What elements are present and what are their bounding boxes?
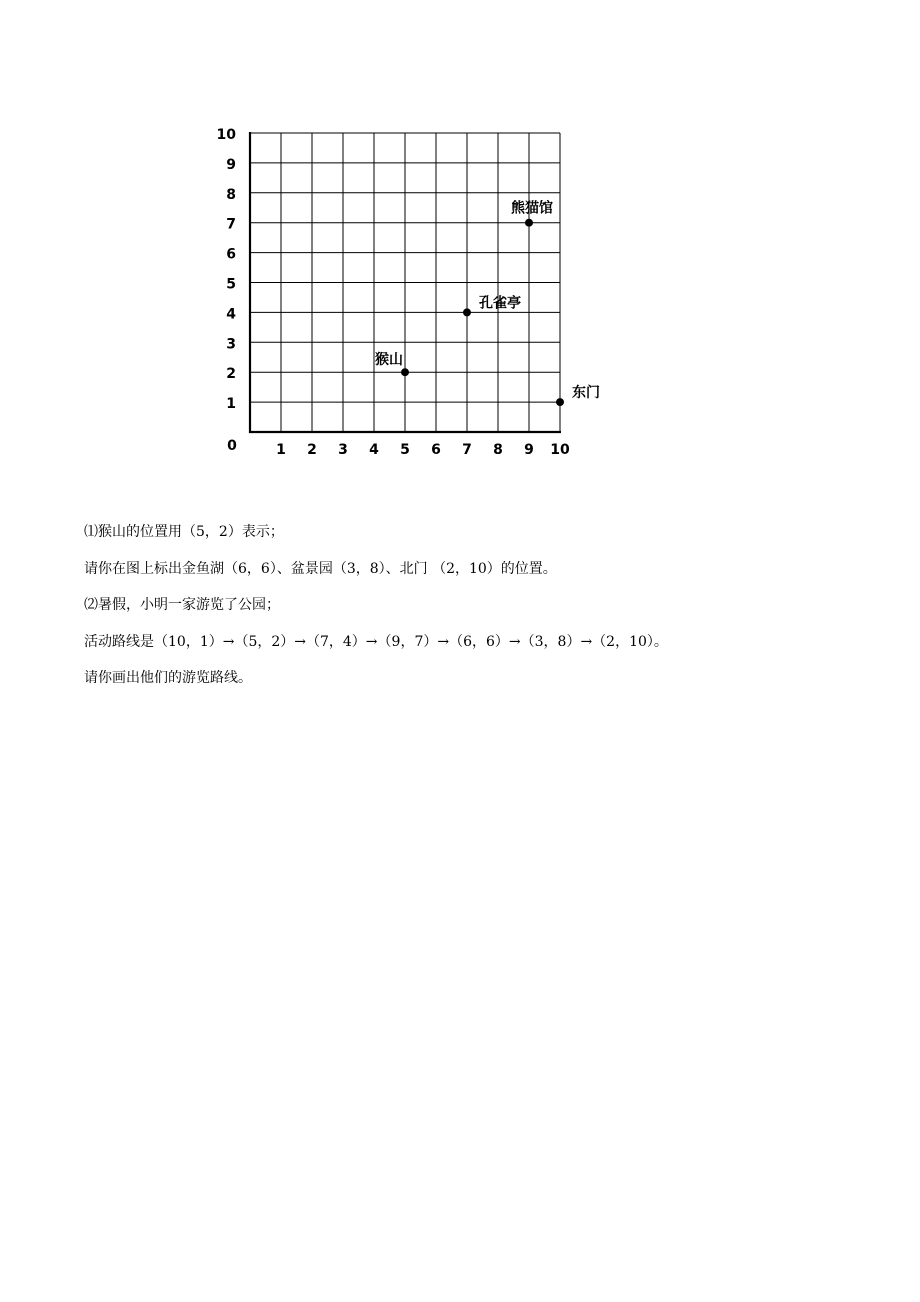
data-point-label: 东门 — [572, 385, 600, 402]
data-point — [401, 368, 409, 376]
x-tick-label: 8 — [493, 442, 503, 458]
origin-label: 0 — [227, 438, 237, 454]
y-tick-label: 2 — [226, 366, 236, 383]
data-point-label: 熊猫馆 — [511, 200, 553, 217]
x-tick-label: 4 — [369, 442, 379, 458]
x-tick-label: 10 — [550, 442, 570, 458]
x-tick-label: 6 — [431, 442, 441, 458]
data-point — [525, 219, 533, 227]
question-line-2: 请你在图上标出金鱼湖（6，6）、盆景园（3，8）、北门 （2，10）的位置。 — [84, 560, 557, 577]
y-tick-label: 5 — [226, 276, 236, 293]
question-text — [84, 514, 864, 697]
x-tick-label: 1 — [276, 442, 286, 458]
y-tick-label: 8 — [226, 186, 236, 203]
question-line-5: 请你画出他们的游览路线。 — [84, 670, 252, 686]
data-point-label: 孔雀亭 — [479, 295, 521, 312]
y-tick-label: 7 — [226, 216, 236, 233]
data-points — [375, 200, 600, 406]
y-tick-label: 1 — [226, 396, 236, 413]
data-point — [463, 308, 471, 316]
question-line-3: ⑵暑假，小明一家游览了公园； — [84, 597, 280, 613]
y-tick-label: 10 — [216, 127, 236, 143]
question-line-4: 活动路线是（10，1）→（5，2）→（7，4）→（9，7）→（6，6）→（3，8）→（2，10）。 — [84, 633, 668, 650]
tick-labels — [217, 127, 570, 458]
x-tick-label: 3 — [338, 442, 348, 458]
y-tick-label: 4 — [226, 306, 236, 323]
x-tick-label: 5 — [400, 442, 410, 458]
x-tick-label: 9 — [524, 442, 534, 458]
question-line-1: ⑴猴山的位置用（5，2）表示； — [84, 524, 284, 540]
y-tick-label: 9 — [226, 156, 236, 173]
data-point — [556, 398, 564, 406]
grid-lines — [250, 133, 560, 432]
x-tick-label: 7 — [462, 442, 472, 458]
y-tick-label: 6 — [226, 246, 236, 263]
coordinate-grid-chart — [0, 0, 920, 500]
x-tick-label: 2 — [307, 442, 317, 458]
y-tick-label: 3 — [226, 336, 236, 353]
data-point-label: 猴山 — [375, 352, 403, 369]
